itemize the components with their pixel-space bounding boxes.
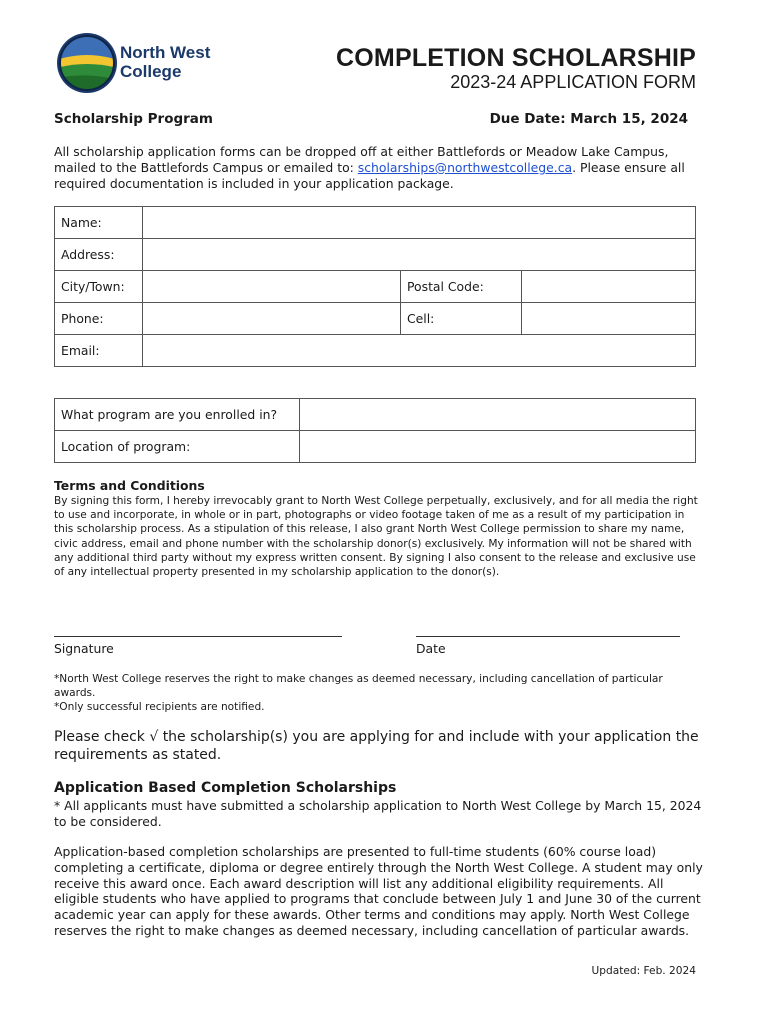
applicant-info-table [54,206,696,367]
name-label: Name: [55,207,143,239]
college-logo [56,30,216,96]
phone-label: Phone: [55,303,143,335]
postal-code-label: Postal Code: [401,271,522,303]
check-instruction: Please check √ the scholarship(s) you are applying for and include with your application the requirements as stated. [54,729,699,763]
date-label: Date [416,641,446,656]
postal-code-field[interactable] [522,271,696,303]
intro-text: All scholarship application forms can be dropped off at either Battlefords or Meadow Lake Campus, mailed to the Battlefords Campus or emailed to: [54,144,669,175]
location-row [55,431,696,463]
phone-row [55,303,696,335]
note-reserve-right: *North West College reserves the right to make changes as deemed necessary, including cancellation of particular awards. [54,673,663,700]
location-field[interactable] [300,431,696,463]
intro-paragraph [54,144,714,192]
program-label: What program are you enrolled in? [55,399,300,431]
terms-body: By signing this form, I hereby irrevocably grant to North West College perpetually, exclusively, and for all media the right to use and incorporate, in whole or in part, photographs or video footage taken of me as a result of my participation in this scholarship process. As a stipulation of this release, I also grant North West College permission to share my name, civic address, email and phone number with the scholarship donor(s) exclusively. My information will not be shared with any additional third party without my express written consent. By signing I also consent to the release and exclusive use of any intellectual property presented in my scholarship application to the donor(s). [54,495,698,579]
email-row [55,335,696,367]
application-requirement: * All applicants must have submitted a scholarship application to North West College by March 15, 2024 to be considered. [54,798,702,829]
name-row [55,207,696,239]
email-field[interactable] [143,335,696,367]
signature-label: Signature [54,641,114,656]
form-title: COMPLETION SCHOLARSHIP [336,44,696,72]
college-name-line1: North West [120,43,211,62]
name-field[interactable] [143,207,696,239]
scholarship-email-link[interactable]: scholarships@northwestcollege.ca [357,160,573,175]
cell-label: Cell: [401,303,522,335]
notes [54,672,699,715]
updated-date: Updated: Feb. 2024 [591,965,696,977]
scholarship-program-label: Scholarship Program [54,111,213,127]
signature-line[interactable] [54,636,342,637]
intro-text-end: . Please ensure all required documentation is included in your application package. [54,160,685,191]
cell-field[interactable] [522,303,696,335]
program-field[interactable] [300,399,696,431]
address-row [55,239,696,271]
terms-heading: Terms and Conditions [54,478,205,493]
city-label: City/Town: [55,271,143,303]
address-field[interactable] [143,239,696,271]
due-date: Due Date: March 15, 2024 [489,111,688,127]
college-logo-emblem-icon [56,30,118,96]
email-label: Email: [55,335,143,367]
address-label: Address: [55,239,143,271]
program-info-table [54,398,696,463]
application-description: Application-based completion scholarships are presented to full-time students (60% course load) completing a certificate, diploma or degree entirely through the North West College. A student may only receive this award once. Each award description will list any additional eligibility requirements. All eligible students who have applied to programs that conclude between July 1 and June 30 of the current academic year can apply for these awards. Other terms and conditions may apply. North West College reserves the right to make changes as deemed necessary, including cancellation of particular awards. [54,844,703,938]
college-name-line2: College [120,62,182,81]
form-subtitle: 2023-24 APPLICATION FORM [450,72,696,92]
application-heading: Application Based Completion Scholarships [54,780,397,796]
city-field[interactable] [143,271,401,303]
program-row [55,399,696,431]
location-label: Location of program: [55,431,300,463]
note-successful-only: *Only successful recipients are notified. [54,701,265,714]
phone-field[interactable] [143,303,401,335]
date-line[interactable] [416,636,680,637]
city-row [55,271,696,303]
